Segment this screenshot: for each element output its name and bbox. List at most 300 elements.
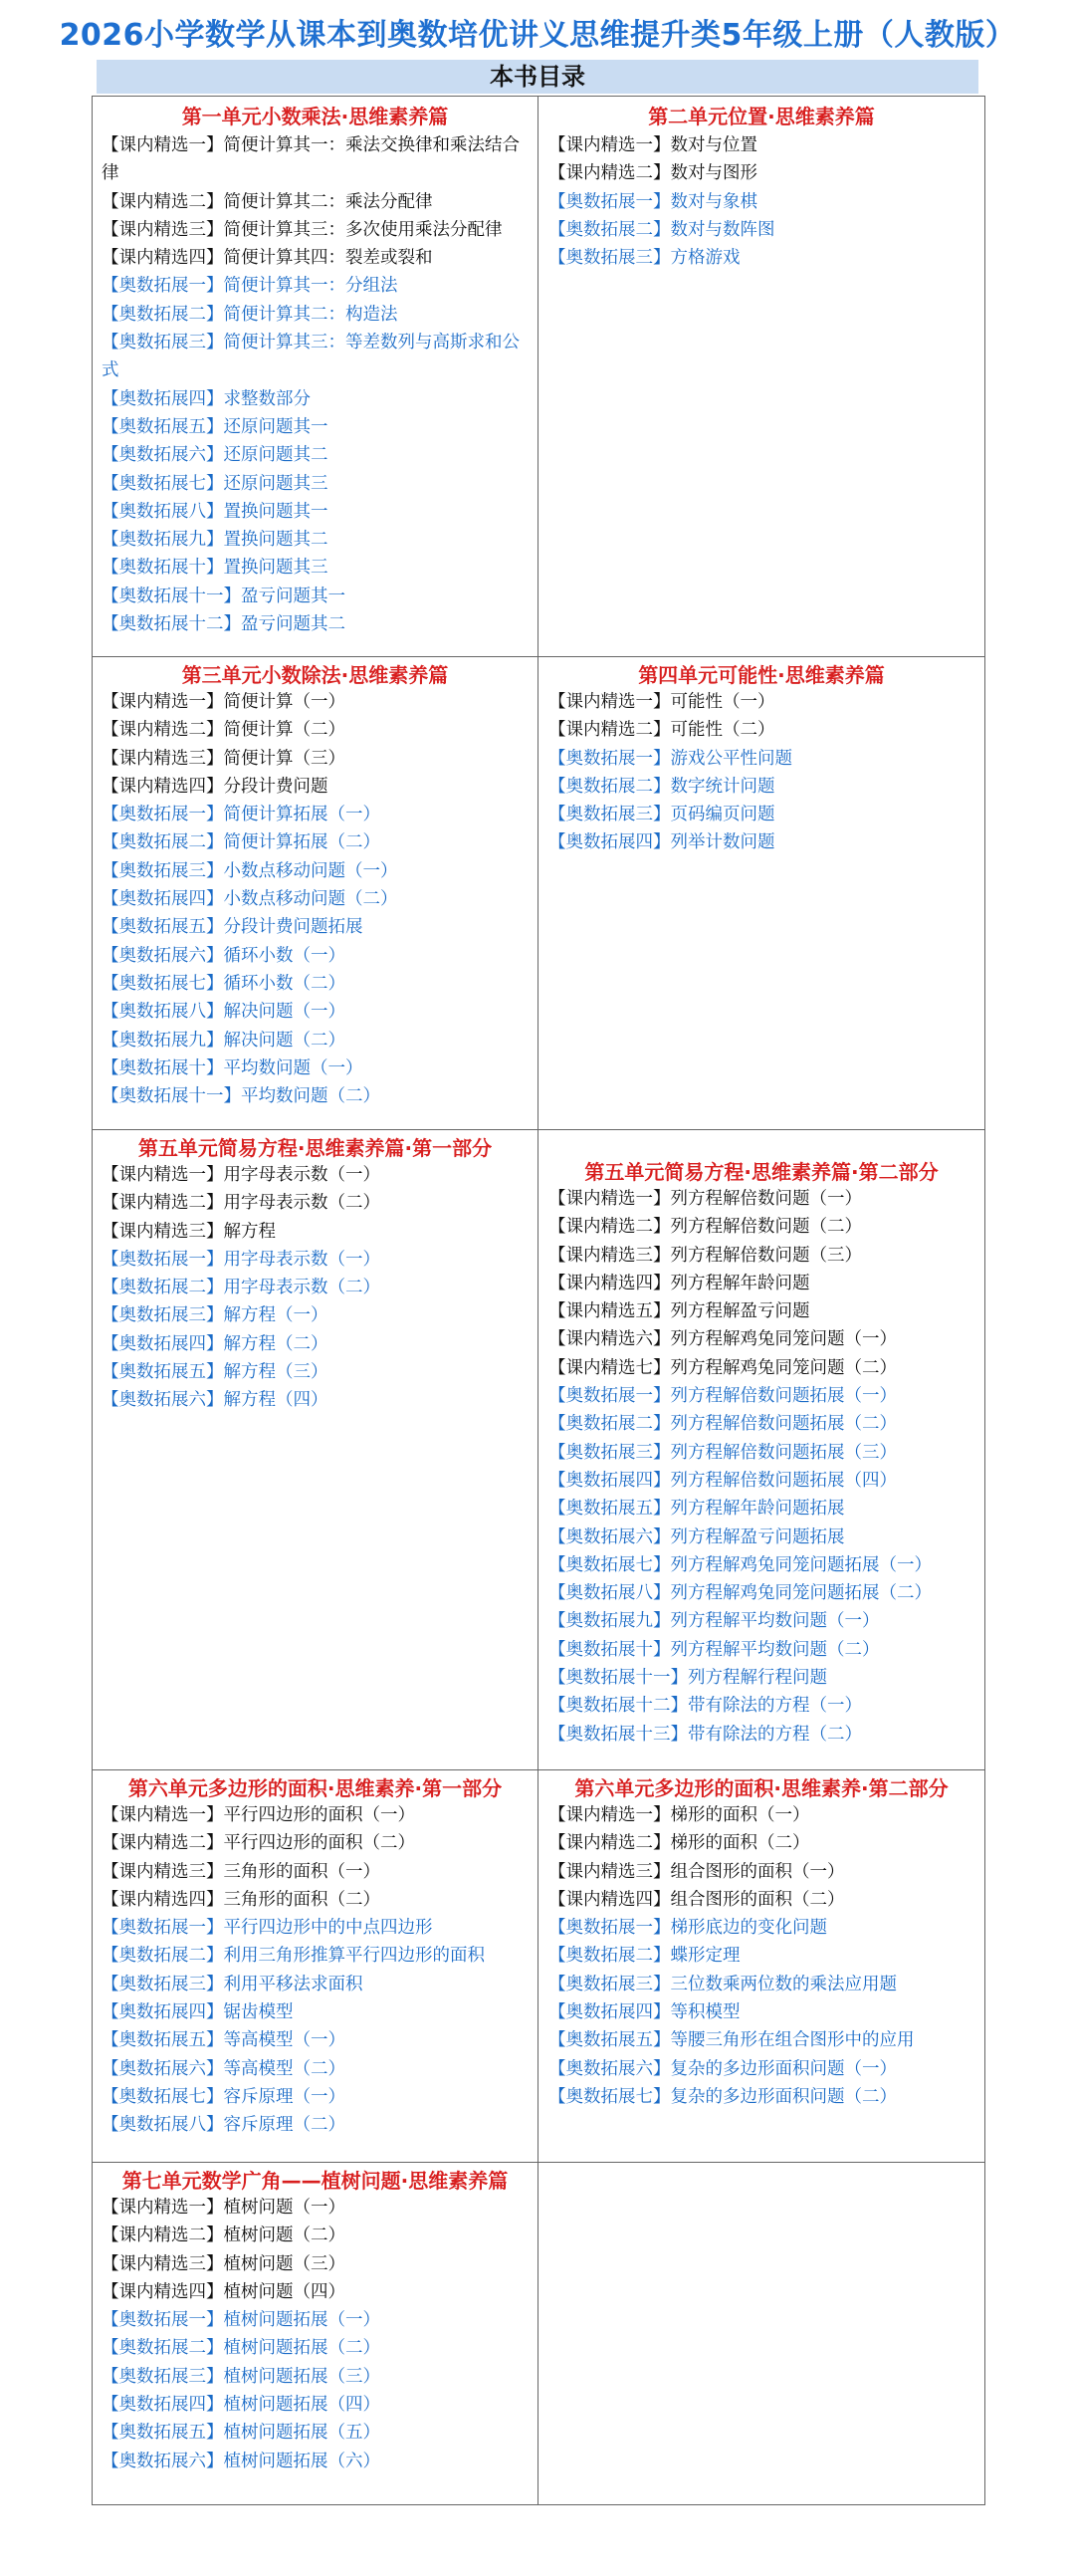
toc-item-tag: 【奥数拓展七】 <box>102 2086 224 2107</box>
unit-items <box>538 1801 984 2111</box>
toc-item-text: 分段计费问题拓展 <box>223 917 363 938</box>
toc-item-text: 容斥原理（二） <box>223 2115 345 2136</box>
toc-item-text: 梯形的面积（一） <box>670 1805 810 1825</box>
toc-item <box>102 2250 533 2278</box>
toc-item-tag: 【奥数拓展十二】 <box>102 614 241 635</box>
toc-item-text: 可能性（一） <box>670 692 775 712</box>
toc-item-tag: 【奥数拓展七】 <box>102 473 224 494</box>
toc-item <box>548 1354 980 1382</box>
toc-item <box>548 1439 980 1467</box>
toc-item-text: 方格游戏 <box>670 248 741 269</box>
unit-items <box>538 688 984 857</box>
toc-item-text: 蝶形定理 <box>670 1946 741 1967</box>
toc-item-text: 带有除法的方程（二） <box>688 1724 862 1745</box>
toc-item-text: 列方程解倍数问题拓展（一） <box>670 1386 897 1407</box>
unit-cell-9 <box>92 2162 538 2505</box>
toc-item-text: 三位数乘两位数的乘法应用题 <box>670 1974 897 1994</box>
toc-item-text: 列方程解平均数问题（二） <box>670 1639 880 1660</box>
toc-item-text: 植树问题（一） <box>223 2198 345 2218</box>
toc-item-tag: 【奥数拓展二】 <box>548 1946 671 1967</box>
toc-item <box>548 1914 980 1942</box>
unit-items <box>93 2194 538 2475</box>
toc-item-tag: 【奥数拓展一】 <box>548 748 671 769</box>
toc-item-tag: 【课内精选三】 <box>548 1245 671 1266</box>
toc-item <box>102 2278 533 2306</box>
toc-item <box>102 1358 533 1386</box>
toc-item-text: 简便计算（一） <box>223 692 345 712</box>
toc-item <box>102 2306 533 2334</box>
toc-item-tag: 【课内精选四】 <box>102 776 224 797</box>
toc-item-tag: 【奥数拓展十】 <box>102 558 224 579</box>
toc-item-tag: 【奥数拓展九】 <box>102 530 224 551</box>
toc-item-text: 解方程（一） <box>223 1305 328 1326</box>
unit-items <box>93 688 538 1110</box>
toc-item-tag: 【奥数拓展五】 <box>102 917 224 938</box>
toc-item-tag: 【课内精选三】 <box>102 1221 224 1242</box>
toc-item-tag: 【课内精选七】 <box>548 1357 671 1378</box>
toc-item-text: 解方程（三） <box>223 1362 328 1383</box>
toc-item-tag: 【奥数拓展十】 <box>548 1639 671 1660</box>
toc-item <box>102 1027 533 1054</box>
toc-item-text: 列方程解倍数问题（三） <box>670 1245 862 1266</box>
toc-item-tag: 【课内精选二】 <box>548 720 671 741</box>
toc-item-tag: 【奥数拓展二】 <box>102 832 224 853</box>
toc-item-text: 简便计算其三：多次使用乘法分配律 <box>223 219 503 240</box>
unit-items <box>538 131 984 272</box>
toc-item-tag: 【奥数拓展二】 <box>102 1946 224 1967</box>
toc-item <box>102 2194 533 2222</box>
toc-item-tag: 【奥数拓展五】 <box>548 2030 671 2051</box>
toc-item-text: 梯形的面积（二） <box>670 1833 810 1854</box>
toc-item <box>102 716 533 744</box>
toc-item-tag: 【课内精选一】 <box>548 1189 671 1209</box>
toc-item-tag: 【课内精选四】 <box>102 1889 224 1910</box>
toc-item-text: 用字母表示数（二） <box>223 1193 380 1214</box>
toc-item-tag: 【奥数拓展一】 <box>102 805 224 825</box>
toc-item-text: 等腰三角形在组合图形中的应用 <box>670 2030 915 2051</box>
toc-item-text: 等高模型（二） <box>223 2058 345 2079</box>
toc-item-tag: 【课内精选一】 <box>548 135 671 155</box>
toc-item-tag: 【课内精选一】 <box>102 135 224 155</box>
toc-item <box>102 1858 533 1886</box>
toc-item-tag: 【奥数拓展二】 <box>102 2338 224 2359</box>
toc-item <box>548 216 980 244</box>
toc-item-text: 用字母表示数（一） <box>223 1165 380 1185</box>
toc-item-tag: 【课内精选三】 <box>548 1861 671 1882</box>
toc-item-text: 列方程解倍数问题（二） <box>670 1217 862 1238</box>
toc-item-text: 列方程解鸡兔同笼问题（一） <box>670 1329 897 1350</box>
toc-item <box>548 1242 980 1270</box>
toc-item <box>548 1495 980 1522</box>
toc-item <box>548 1664 980 1692</box>
toc-item-text: 复杂的多边形面积问题（二） <box>670 2086 897 2107</box>
toc-item <box>548 1692 980 1720</box>
page-title: 2026小学数学从课本到奥数培优讲义思维提升类5年级上册（人教版） <box>59 18 1016 53</box>
toc-item-text: 简便计算其二：构造法 <box>223 304 398 325</box>
toc-item-text: 平行四边形的面积（二） <box>223 1833 415 1854</box>
toc-item <box>102 1330 533 1358</box>
toc-item-text: 循环小数（二） <box>223 973 345 994</box>
toc-item <box>102 301 533 329</box>
toc-item-tag: 【奥数拓展三】 <box>102 333 224 353</box>
toc-item <box>548 1523 980 1551</box>
toc-item-tag: 【奥数拓展六】 <box>102 945 224 966</box>
unit-title: 第二单元位置·思维素养篇 <box>648 105 875 128</box>
toc-item-tag: 【奥数拓展六】 <box>102 2451 224 2471</box>
toc-item-text: 植树问题（三） <box>223 2253 345 2274</box>
toc-item <box>102 1218 533 1246</box>
toc-item <box>548 773 980 801</box>
toc-item <box>548 1551 980 1579</box>
toc-item <box>102 2026 533 2054</box>
toc-item <box>102 688 533 716</box>
toc-item-text: 简便计算拓展（二） <box>223 832 380 853</box>
toc-item-text: 梯形底边的变化问题 <box>670 1918 827 1939</box>
toc-item <box>548 1382 980 1410</box>
toc-item-tag: 【奥数拓展三】 <box>102 860 224 881</box>
toc-item <box>102 2222 533 2249</box>
toc-item-tag: 【奥数拓展六】 <box>102 1390 224 1411</box>
toc-item <box>102 498 533 526</box>
toc-item-text: 平行四边形的面积（一） <box>223 1805 415 1825</box>
toc-item <box>548 1213 980 1241</box>
toc-item-tag: 【课内精选二】 <box>548 1833 671 1854</box>
toc-item-tag: 【课内精选二】 <box>102 2225 224 2246</box>
toc-item-tag: 【奥数拓展一】 <box>548 1386 671 1407</box>
toc-item-text: 盈亏问题其二 <box>241 614 345 635</box>
unit-title: 第五单元简易方程·思维素养篇·第二部分 <box>584 1160 939 1184</box>
toc-item <box>102 1301 533 1329</box>
toc-item-tag: 【奥数拓展四】 <box>102 2002 224 2023</box>
toc-item <box>102 942 533 970</box>
toc-item-tag: 【奥数拓展三】 <box>548 248 671 269</box>
toc-item-tag: 【课内精选三】 <box>102 748 224 769</box>
toc-item-tag: 【奥数拓展四】 <box>102 1333 224 1354</box>
toc-item <box>102 1054 533 1082</box>
toc-item-text: 平均数问题（一） <box>223 1057 363 1078</box>
toc-item <box>102 216 533 244</box>
toc-item <box>548 1998 980 2026</box>
toc-item-text: 简便计算其四：裂差或裂和 <box>223 248 433 269</box>
toc-item <box>102 385 533 413</box>
toc-item <box>102 526 533 554</box>
toc-item-text: 用字母表示数（一） <box>223 1249 380 1270</box>
toc-item <box>548 801 980 828</box>
toc-item-tag: 【课内精选一】 <box>102 2198 224 2218</box>
toc-item <box>102 1998 533 2026</box>
toc-item-text: 植树问题（四） <box>223 2281 345 2302</box>
toc-item-tag: 【课内精选四】 <box>102 248 224 269</box>
toc-item-text: 简便计算其三：等差数列与高斯求和公式 <box>102 333 520 381</box>
toc-item-text: 游戏公平性问题 <box>670 748 792 769</box>
toc-item <box>548 1721 980 1749</box>
toc-item <box>102 1942 533 1970</box>
toc-item-text: 列方程解倍数问题拓展（二） <box>670 1414 897 1435</box>
toc-item-tag: 【奥数拓展八】 <box>102 2115 224 2136</box>
toc-item-text: 锯齿模型 <box>223 2002 294 2023</box>
toc-item <box>102 998 533 1026</box>
toc-item-text: 列方程解盈亏问题拓展 <box>670 1526 845 1547</box>
toc-item <box>102 1189 533 1217</box>
toc-item-text: 解决问题（二） <box>223 1030 345 1051</box>
toc-item-tag: 【奥数拓展十一】 <box>102 1086 241 1107</box>
toc-item <box>102 2391 533 2419</box>
toc-item-tag: 【课内精选二】 <box>102 191 224 212</box>
toc-item-tag: 【课内精选二】 <box>548 1217 671 1238</box>
toc-item <box>102 2363 533 2391</box>
toc-item <box>548 716 980 744</box>
toc-item-tag: 【奥数拓展六】 <box>548 2058 671 2079</box>
toc-item-text: 求整数部分 <box>223 388 311 409</box>
toc-item-text: 列方程解年龄问题 <box>670 1273 810 1293</box>
toc-item <box>102 413 533 441</box>
toc-item <box>102 745 533 773</box>
toc-item-text: 列方程解倍数问题拓展（四） <box>670 1470 897 1491</box>
toc-item <box>102 885 533 913</box>
toc-item-text: 小数点移动问题（二） <box>223 889 398 910</box>
toc-item-text: 复杂的多边形面积问题（一） <box>670 2058 897 2079</box>
toc-item-tag: 【课内精选四】 <box>102 2281 224 2302</box>
toc-item <box>102 2334 533 2362</box>
toc-item-tag: 【奥数拓展十】 <box>102 1057 224 1078</box>
toc-item-text: 列方程解平均数问题（一） <box>670 1611 880 1632</box>
toc-item-tag: 【奥数拓展十一】 <box>102 585 241 606</box>
toc-item <box>548 1185 980 1213</box>
toc-item-text: 平均数问题（二） <box>241 1086 380 1107</box>
unit-title: 第三单元小数除法·思维素养篇 <box>181 663 449 687</box>
toc-item-tag: 【课内精选二】 <box>102 720 224 741</box>
toc-item-text: 植树问题拓展（三） <box>223 2366 380 2387</box>
toc-item-text: 循环小数（一） <box>223 945 345 966</box>
toc-item-tag: 【课内精选四】 <box>548 1273 671 1293</box>
toc-item-text: 植树问题拓展（二） <box>223 2338 380 2359</box>
toc-item-text: 用字母表示数（二） <box>223 1278 380 1298</box>
unit-title: 第六单元多边形的面积·思维素养·第二部分 <box>574 1776 949 1800</box>
toc-item <box>102 1971 533 1998</box>
toc-item-tag: 【课内精选二】 <box>102 1833 224 1854</box>
toc-item-text: 列方程解盈亏问题 <box>670 1301 810 1322</box>
toc-item <box>548 745 980 773</box>
toc-item-tag: 【奥数拓展二】 <box>548 1414 671 1435</box>
toc-item <box>548 159 980 187</box>
toc-item-tag: 【奥数拓展四】 <box>102 2395 224 2416</box>
unit-items <box>93 1801 538 2140</box>
toc-item-text: 数字统计问题 <box>670 776 775 797</box>
unit-cell-6 <box>538 1129 985 1770</box>
toc-item-tag: 【奥数拓展一】 <box>548 1918 671 1939</box>
toc-item-text: 植树问题拓展（六） <box>223 2451 380 2471</box>
unit-cell-7 <box>92 1769 538 2163</box>
toc-item-text: 简便计算（三） <box>223 748 345 769</box>
toc-item <box>102 1161 533 1189</box>
toc-item-tag: 【奥数拓展十三】 <box>548 1724 688 1745</box>
toc-item-tag: 【奥数拓展九】 <box>102 1030 224 1051</box>
toc-item-text: 平行四边形中的中点四边形 <box>223 1918 433 1939</box>
toc-item-tag: 【奥数拓展三】 <box>102 1305 224 1326</box>
toc-item-tag: 【奥数拓展二】 <box>102 304 224 325</box>
toc-item <box>102 1082 533 1110</box>
toc-item <box>548 1410 980 1438</box>
toc-item <box>102 188 533 216</box>
toc-item-text: 简便计算（二） <box>223 720 345 741</box>
toc-item <box>102 2083 533 2111</box>
toc-item-tag: 【奥数拓展七】 <box>102 973 224 994</box>
toc-item <box>102 801 533 828</box>
unit-items <box>93 1161 538 1415</box>
toc-item-tag: 【奥数拓展一】 <box>102 2310 224 2331</box>
toc-item <box>102 272 533 300</box>
toc-item-tag: 【奥数拓展四】 <box>548 1470 671 1491</box>
toc-item-text: 带有除法的方程（一） <box>688 1696 862 1717</box>
toc-item-text: 组合图形的面积（二） <box>670 1889 845 1910</box>
toc-item <box>548 188 980 216</box>
toc-item-tag: 【奥数拓展九】 <box>548 1611 671 1632</box>
toc-item <box>548 1858 980 1886</box>
toc-item <box>548 131 980 159</box>
toc-item <box>548 2083 980 2111</box>
toc-item <box>102 2448 533 2475</box>
toc-item <box>548 828 980 856</box>
toc-item-text: 列方程解鸡兔同笼问题（二） <box>670 1357 897 1378</box>
toc-item <box>548 1636 980 1664</box>
toc-item-text: 列方程解行程问题 <box>688 1668 827 1689</box>
toc-item-tag: 【奥数拓展五】 <box>102 416 224 437</box>
toc-item-text: 列方程解鸡兔同笼问题拓展（一） <box>670 1554 932 1575</box>
toc-item-text: 数对与数阵图 <box>670 219 775 240</box>
toc-item-tag: 【课内精选一】 <box>102 1165 224 1185</box>
toc-item <box>102 2111 533 2139</box>
toc-item-text: 等高模型（一） <box>223 2030 345 2051</box>
toc-item-tag: 【奥数拓展五】 <box>548 1499 671 1520</box>
toc-item <box>548 1607 980 1635</box>
unit-cell-4 <box>538 656 985 1130</box>
toc-item <box>548 2026 980 2054</box>
toc-item <box>102 244 533 272</box>
toc-item-tag: 【奥数拓展三】 <box>548 1442 671 1463</box>
toc-item <box>102 1801 533 1829</box>
toc-item-tag: 【课内精选六】 <box>548 1329 671 1350</box>
toc-item-text: 置换问题其一 <box>223 501 328 522</box>
toc-item-tag: 【奥数拓展三】 <box>548 805 671 825</box>
unit-items <box>93 131 538 638</box>
toc-item <box>102 470 533 498</box>
toc-item-tag: 【课内精选二】 <box>102 1193 224 1214</box>
toc-item-text: 分段计费问题 <box>223 776 328 797</box>
unit-cell-3 <box>92 656 538 1130</box>
toc-item-tag: 【奥数拓展二】 <box>548 219 671 240</box>
toc-item-tag: 【奥数拓展十一】 <box>548 1668 688 1689</box>
toc-item-text: 可能性（二） <box>670 720 775 741</box>
toc-item <box>548 1270 980 1297</box>
toc-item-text: 还原问题其二 <box>223 445 328 466</box>
toc-item <box>102 2419 533 2447</box>
toc-item-tag: 【奥数拓展三】 <box>102 1974 224 1994</box>
toc-item <box>102 1914 533 1942</box>
toc-item-text: 置换问题其三 <box>223 558 328 579</box>
toc-item-text: 简便计算拓展（一） <box>223 805 380 825</box>
toc-item <box>548 1325 980 1353</box>
toc-item <box>548 1886 980 1914</box>
toc-item-text: 植树问题（二） <box>223 2225 345 2246</box>
unit-cell-5 <box>92 1129 538 1770</box>
toc-item-text: 置换问题其二 <box>223 530 328 551</box>
toc-item <box>102 441 533 469</box>
toc-item <box>102 2055 533 2083</box>
toc-item-text: 等积模型 <box>670 2002 741 2023</box>
toc-item <box>102 554 533 582</box>
toc-item <box>548 688 980 716</box>
toc-item <box>548 1579 980 1607</box>
toc-item-tag: 【奥数拓展四】 <box>548 832 671 853</box>
toc-item-text: 容斥原理（一） <box>223 2086 345 2107</box>
toc-header: 本书目录 <box>97 60 978 94</box>
toc-item-text: 三角形的面积（二） <box>223 1889 380 1910</box>
toc-item-tag: 【奥数拓展四】 <box>102 889 224 910</box>
toc-item <box>548 1801 980 1829</box>
toc-item-text: 利用三角形推算平行四边形的面积 <box>223 1946 485 1967</box>
toc-item-tag: 【奥数拓展六】 <box>102 2058 224 2079</box>
toc-item-text: 小数点移动问题（一） <box>223 860 398 881</box>
toc-item-text: 植树问题拓展（五） <box>223 2423 380 2444</box>
unit-items <box>538 1185 984 1749</box>
toc-item <box>102 610 533 638</box>
toc-item <box>102 857 533 885</box>
toc-item-text: 数对与位置 <box>670 135 757 155</box>
toc-item-tag: 【课内精选三】 <box>102 2253 224 2274</box>
toc-item-text: 盈亏问题其一 <box>241 585 345 606</box>
toc-item-tag: 【课内精选三】 <box>102 219 224 240</box>
toc-item-text: 简便计算其一：乘法交换律和乘法结合律 <box>102 135 520 184</box>
unit-cell-2 <box>538 96 985 657</box>
toc-item-text: 简便计算其二：乘法分配律 <box>223 191 433 212</box>
toc-item-text: 列方程解鸡兔同笼问题拓展（二） <box>670 1583 932 1604</box>
toc-item <box>102 1386 533 1414</box>
toc-item-tag: 【奥数拓展八】 <box>548 1583 671 1604</box>
toc-item <box>102 1829 533 1857</box>
toc-item-text: 解决问题（一） <box>223 1002 345 1023</box>
toc-item-tag: 【奥数拓展五】 <box>102 1362 224 1383</box>
toc-item-tag: 【课内精选三】 <box>102 1861 224 1882</box>
toc-item-text: 解方程 <box>223 1221 276 1242</box>
toc-item-tag: 【课内精选二】 <box>548 163 671 184</box>
toc-item-text: 列方程解倍数问题（一） <box>670 1189 862 1209</box>
toc-item-text: 简便计算其一：分组法 <box>223 276 398 297</box>
unit-title: 第七单元数学广角——植树问题·思维素养篇 <box>121 2169 509 2193</box>
toc-item-tag: 【奥数拓展七】 <box>548 2086 671 2107</box>
toc-item <box>102 131 533 188</box>
toc-item-text: 还原问题其一 <box>223 416 328 437</box>
toc-item <box>548 1297 980 1325</box>
toc-item-text: 列方程解倍数问题拓展（三） <box>670 1442 897 1463</box>
toc-item <box>102 1886 533 1914</box>
toc-item-tag: 【奥数拓展三】 <box>548 1974 671 1994</box>
toc-item-text: 列方程解年龄问题拓展 <box>670 1499 845 1520</box>
toc-item <box>102 1246 533 1274</box>
toc-item-tag: 【课内精选一】 <box>102 692 224 712</box>
toc-item <box>102 913 533 941</box>
toc-item-tag: 【奥数拓展一】 <box>102 276 224 297</box>
toc-item-tag: 【奥数拓展四】 <box>548 2002 671 2023</box>
toc-item-text: 解方程（二） <box>223 1333 328 1354</box>
toc-item-text: 还原问题其三 <box>223 473 328 494</box>
toc-item-tag: 【课内精选一】 <box>548 1805 671 1825</box>
toc-item <box>548 1971 980 1998</box>
toc-item <box>548 244 980 272</box>
toc-item-tag: 【奥数拓展一】 <box>102 1918 224 1939</box>
empty-cell <box>538 2162 985 2505</box>
toc-item <box>102 970 533 998</box>
toc-item <box>102 828 533 856</box>
